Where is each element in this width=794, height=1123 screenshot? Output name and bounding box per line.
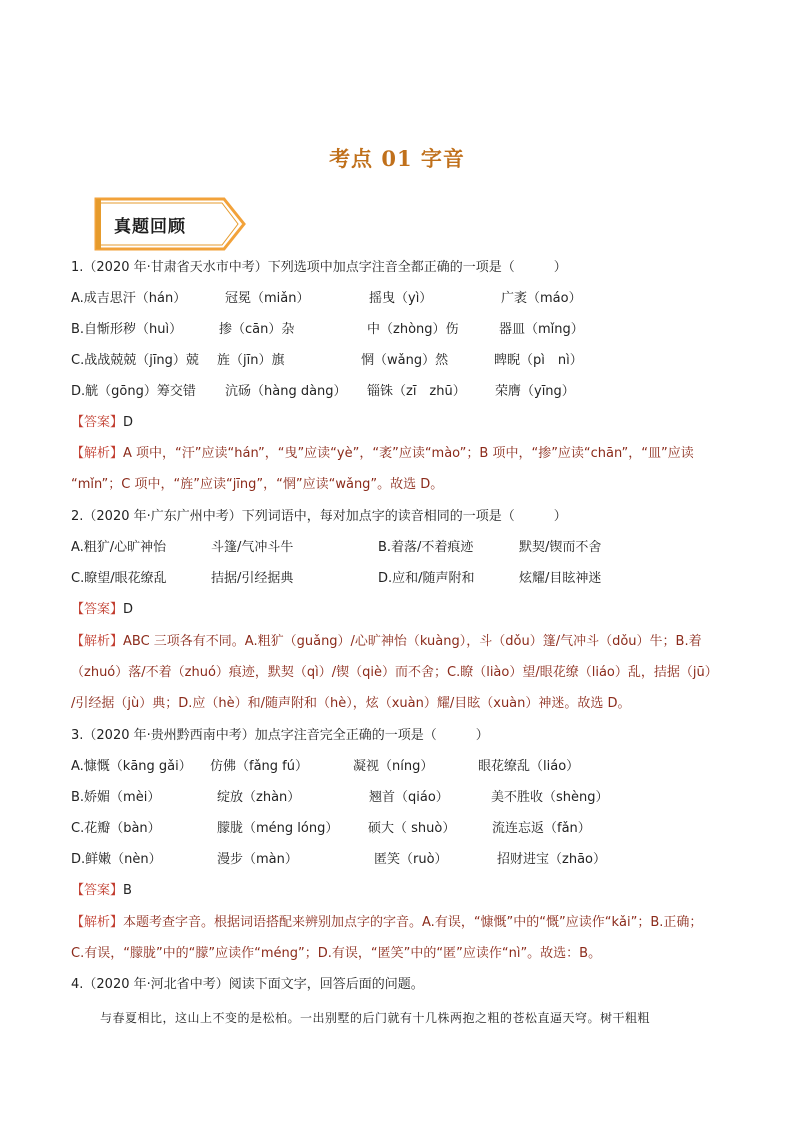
answer-value: B bbox=[123, 883, 132, 898]
q2-analysis-line: /引经据（jù）典；D.应（hè）和/随声附和（hè），炫（xuàn）耀/目眩（xuàn）神迷。故选 D。 bbox=[71, 696, 631, 711]
answer-value: D bbox=[123, 602, 134, 617]
q1-option-a2: 冠冕（miǎn） bbox=[225, 291, 310, 306]
q1-option-d1: D.觥（gōng）筹交错 bbox=[71, 384, 196, 399]
page-title: 考点 01 字音 bbox=[329, 146, 465, 171]
q3-option-a1: A.慷慨（kāng gǎi） bbox=[71, 759, 192, 774]
q2-option-d1: D.应和/随声附和 bbox=[378, 571, 475, 586]
q1-option-a1: A.成吉思汗（hán） bbox=[71, 291, 187, 306]
q2-stem: 2.（2020 年·广东广州中考）下列词语中，每对加点字的读音相同的一项是（ ） bbox=[71, 509, 567, 524]
analysis-label: 【解析】 bbox=[71, 634, 124, 649]
answer-label: 【答案】 bbox=[71, 602, 124, 617]
q3-option-b4: 美不胜收（shèng） bbox=[491, 790, 609, 805]
q1-option-d3: 锱铢（zī zhū） bbox=[367, 384, 466, 399]
q1-answer bbox=[71, 414, 133, 432]
answer-label: 【答案】 bbox=[71, 883, 124, 898]
answer-value: D bbox=[123, 415, 134, 430]
q2-answer bbox=[71, 601, 133, 619]
analysis-label: 【解析】 bbox=[71, 446, 124, 461]
q1-option-d2: 沆砀（hàng dàng） bbox=[225, 384, 347, 399]
q1-option-c4: 睥睨（pì nì） bbox=[494, 353, 583, 368]
q1-option-b3: 中（zhòng）伤 bbox=[367, 322, 459, 337]
q3-stem: 3.（2020 年·贵州黔西南中考）加点字注音完全正确的一项是（ ） bbox=[71, 728, 489, 743]
analysis-text: 本题考查字音。根据词语搭配来辨别加点字的字音。A.有误，“慷慨”中的“慨”应读作“kǎi”；B.正确； bbox=[123, 915, 703, 930]
q3-option-b3: 翘首（qiáo） bbox=[369, 790, 449, 805]
q1-option-c3: 惘（wǎng）然 bbox=[361, 353, 449, 368]
q3-analysis-line bbox=[71, 914, 702, 932]
q3-option-b1: B.娇媚（mèi） bbox=[71, 790, 161, 805]
q1-analysis-line bbox=[71, 445, 694, 463]
q1-option-b4: 器皿（mǐng） bbox=[499, 322, 584, 337]
q1-option-a3: 摇曳（yì） bbox=[369, 291, 433, 306]
answer-label: 【答案】 bbox=[71, 415, 124, 430]
q2-option-c2: 拮据/引经据典 bbox=[211, 571, 294, 586]
q2-option-a1: A.粗犷/心旷神怡 bbox=[71, 540, 167, 555]
q1-option-a4: 广袤（máo） bbox=[501, 291, 582, 306]
q1-stem: 1.（2020 年·甘肃省天水市中考）下列选项中加点字注音全都正确的一项是（ ） bbox=[71, 260, 567, 275]
q1-option-c1: C.战战兢兢（jīng）兢 bbox=[71, 353, 199, 368]
q3-option-a2: 仿佛（fǎng fú） bbox=[210, 759, 308, 774]
q1-option-d4: 荣膺（yīng） bbox=[495, 384, 575, 399]
analysis-text: A 项中，“汗”应读“hán”，“曳”应读“yè”，“袤”应读“mào”；B 项中，“掺”应读“chān”，“皿”应读 bbox=[123, 446, 694, 461]
q4-passage: 与春夏相比，这山上不变的是松柏。一出别墅的后门就有十几株两抱之粗的苍松直逼天穹。树干粗粗 bbox=[100, 1011, 651, 1025]
q1-option-c2: 旌（jīn）旗 bbox=[217, 353, 285, 368]
q2-option-b2: 默契/锲而不舍 bbox=[519, 540, 602, 555]
q2-option-b1: B.着落/不着痕迹 bbox=[378, 540, 474, 555]
q3-option-d3: 匿笑（ruò） bbox=[374, 852, 448, 867]
q1-analysis-line: “mǐn”；C 项中，“旌”应读“jīng”，“惘”应读“wǎng”。故选 D。 bbox=[71, 477, 444, 492]
q2-analysis-line bbox=[71, 633, 702, 651]
section-label: 真题回顾 bbox=[114, 217, 186, 237]
q3-option-d1: D.鲜嫩（nèn） bbox=[71, 852, 162, 867]
analysis-label: 【解析】 bbox=[71, 915, 124, 930]
q1-option-b2: 掺（cān）杂 bbox=[219, 322, 295, 337]
q2-option-c1: C.瞭望/眼花缭乱 bbox=[71, 571, 167, 586]
q3-option-c4: 流连忘返（fǎn） bbox=[492, 821, 591, 836]
q3-option-b2: 绽放（zhàn） bbox=[217, 790, 301, 805]
analysis-text: ABC 三项各有不同。A.粗犷（guǎng）/心旷神怡（kuàng），斗（dǒu）篷/气冲斗（dǒu）牛；B.着 bbox=[123, 634, 702, 649]
q2-option-d2: 炫耀/目眩神迷 bbox=[519, 571, 602, 586]
q1-option-b1: B.自惭形秽（huì） bbox=[71, 322, 183, 337]
q3-option-c2: 朦胧（méng lóng） bbox=[217, 821, 339, 836]
q3-option-a4: 眼花缭乱（liáo） bbox=[478, 759, 580, 774]
q3-analysis-line: C.有误，“朦胧”中的“朦”应读作“méng”；D.有误，“匿笑”中的“匿”应读作“nì”。故选：B。 bbox=[71, 946, 602, 961]
q2-option-a2: 斗篷/气冲斗牛 bbox=[211, 540, 294, 555]
q2-analysis-line: （zhuó）落/不着（zhuó）痕迹，默契（qì）/锲（qiè）而不舍；C.瞭（liào）望/眼花缭（liáo）乱，拮据（jū） bbox=[71, 665, 718, 680]
q3-option-d4: 招财进宝（zhāo） bbox=[497, 852, 606, 867]
section-banner bbox=[92, 197, 246, 251]
q3-answer bbox=[71, 882, 132, 900]
q4-stem: 4.（2020 年·河北省中考）阅读下面文字，回答后面的问题。 bbox=[71, 977, 424, 992]
q3-option-a3: 凝视（níng） bbox=[353, 759, 434, 774]
q3-option-d2: 漫步（màn） bbox=[217, 852, 298, 867]
q3-option-c1: C.花瓣（bàn） bbox=[71, 821, 161, 836]
q3-option-c3: 硕大（ shuò） bbox=[368, 821, 456, 836]
